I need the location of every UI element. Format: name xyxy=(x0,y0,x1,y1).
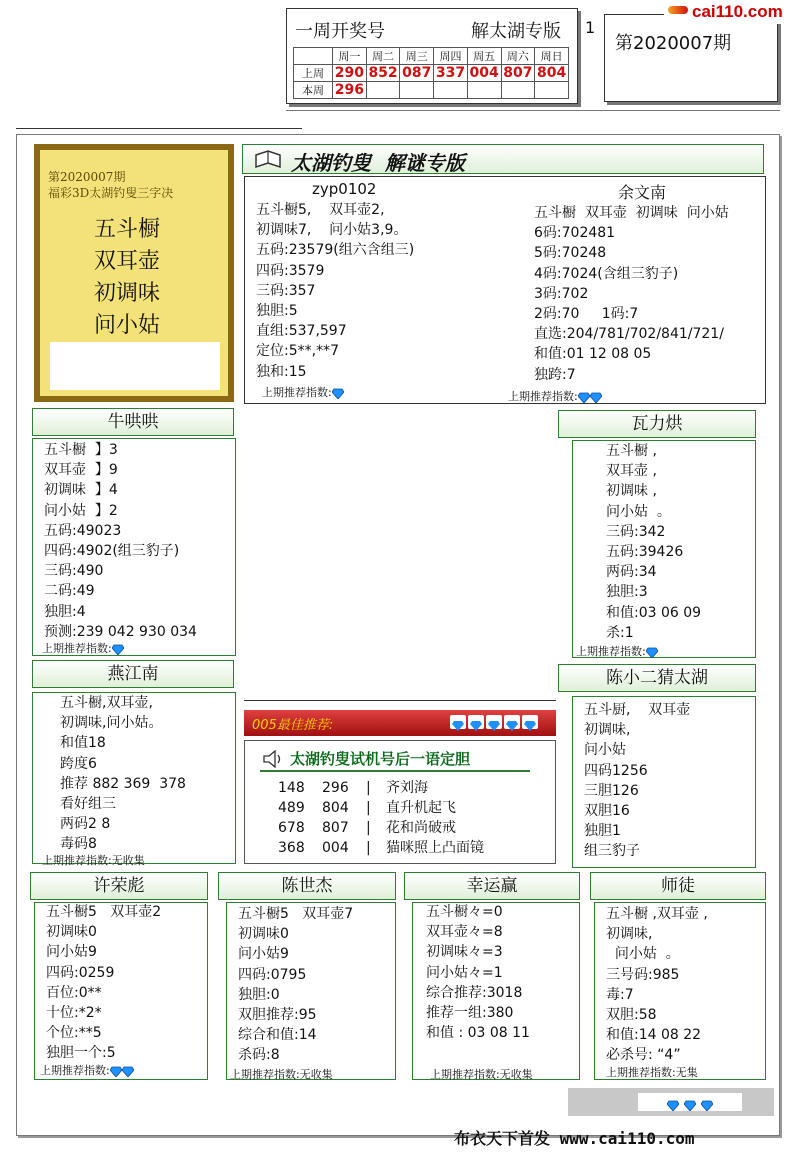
poem-issue: 第2020007期 xyxy=(48,170,126,184)
xu-lines xyxy=(46,902,161,1064)
trial-row: 148 296 | 齐刘海 xyxy=(278,780,428,796)
shi-line: 初调味, xyxy=(606,926,653,943)
diamond-icon xyxy=(112,642,124,655)
yan-line: 初调味,问小姑。 xyxy=(60,715,163,732)
this-week-empty xyxy=(366,82,400,99)
book-icon xyxy=(253,147,283,171)
poem-panel xyxy=(34,144,234,402)
yan-line: 五斗橱,双耳壶, xyxy=(60,695,153,711)
xing-line: 问小姑々=1 xyxy=(426,964,503,981)
zyp-line: 初调味7, 问小姑3,9。 xyxy=(256,222,408,239)
trial-row: 678 807 | 花和尚破戒 xyxy=(278,820,456,836)
this-week-empty xyxy=(467,82,501,99)
this-week-empty xyxy=(434,82,468,99)
shi-line: 毒:7 xyxy=(606,986,634,1003)
wa-line: 三码:342 xyxy=(606,523,666,540)
chen2-line: 五斗厨, 双耳壶 xyxy=(584,702,691,718)
xu-line: 个位:**5 xyxy=(46,1025,102,1042)
niu-lines xyxy=(44,440,197,642)
yan-line: 推荐 882 369 378 xyxy=(60,775,186,792)
zyp-lines xyxy=(256,200,414,382)
xing-line: 和值 : 03 08 11 xyxy=(426,1025,530,1042)
yan-line: 跨度6 xyxy=(60,755,97,772)
this-week-empty xyxy=(501,82,535,99)
wa-line: 五斗橱 , xyxy=(606,443,657,459)
yu-line: 五斗橱 双耳壶 初调味 问小姑 xyxy=(534,205,729,221)
yu-line: 5码:70248 xyxy=(534,245,607,262)
xu-line: 十位:*2* xyxy=(46,1005,102,1022)
yan-line: 看好组三 xyxy=(60,796,116,813)
edition-title: 解太湖专版 xyxy=(471,21,561,42)
day-label: 周六 xyxy=(501,48,535,65)
yan-header: 燕江南 xyxy=(32,660,234,688)
chen-line: 五斗橱5 双耳壶7 xyxy=(238,906,354,922)
chen-line: 初调味0 xyxy=(238,926,289,943)
niu-line: 三码:490 xyxy=(44,563,104,580)
zyp-line: 定位:5**,**7 xyxy=(256,343,339,360)
yu-line: 2码:70 1码:7 xyxy=(534,306,639,323)
xu-line: 独胆一个:5 xyxy=(46,1045,116,1062)
poem-line: 问小姑 xyxy=(94,313,161,338)
day-label: 周二 xyxy=(366,48,400,65)
zyp-line: 三码:357 xyxy=(256,282,316,299)
niu-line: 四码:4902(组三豹子) xyxy=(44,543,180,560)
diamond-icon xyxy=(578,390,602,403)
last-week-number: 807 xyxy=(501,65,535,82)
xing-line: 五斗橱々=0 xyxy=(426,904,503,920)
chen-line: 独胆:0 xyxy=(238,986,280,1003)
last-week-number: 852 xyxy=(366,65,400,82)
banner-title: 太湖钓叟 解谜专版 xyxy=(291,151,465,175)
best-recommend-bar xyxy=(244,710,556,736)
yu-name: 余文南 xyxy=(618,183,667,202)
xing-line: 双耳壶々=8 xyxy=(426,924,503,941)
niu-line: 初调味 】4 xyxy=(44,482,118,499)
xu-line: 四码:0259 xyxy=(46,964,115,981)
last-week-number: 087 xyxy=(400,65,434,82)
last-week-number: 804 xyxy=(535,65,569,82)
site-icon xyxy=(668,6,688,14)
niu-line: 问小姑 】2 xyxy=(44,502,118,519)
zyp-index-label: 上期推荐指数: xyxy=(262,386,332,399)
week-table xyxy=(293,47,569,99)
this-week-number: 296 xyxy=(333,82,367,99)
wa-line: 和值:03 06 09 xyxy=(606,604,702,621)
niu-line: 双耳壶 】9 xyxy=(44,462,118,479)
last-week-number: 004 xyxy=(467,65,501,82)
chen2-line: 组三豹子 xyxy=(584,843,640,860)
diamond-icon xyxy=(450,715,540,734)
yu-lines xyxy=(534,203,729,385)
yan-line: 毒码8 xyxy=(60,836,97,853)
trial-title: 太湖钓叟试机号后一语定胆 xyxy=(290,750,471,768)
zyp-line: 直组:537,597 xyxy=(256,323,347,340)
shi-index: 上期推荐指数:无集 xyxy=(606,1066,698,1079)
xu-index xyxy=(40,1062,134,1078)
chen-lines xyxy=(238,904,353,1066)
center-top-line xyxy=(244,700,556,701)
wa-index-label: 上期推荐指数: xyxy=(576,645,646,658)
day-label: 周三 xyxy=(400,48,434,65)
niu-index xyxy=(42,640,124,656)
yu-index xyxy=(508,388,602,404)
top-week-panel xyxy=(286,8,578,104)
yan-line: 和值18 xyxy=(60,735,106,752)
trial-underline xyxy=(260,770,530,772)
chen2-line: 初调味, xyxy=(584,722,631,739)
edition-number: 1 xyxy=(585,18,596,37)
chen-line: 四码:0795 xyxy=(238,966,307,983)
shi-line: 双胆:58 xyxy=(606,1007,657,1024)
chen2-line: 双胆16 xyxy=(584,803,630,820)
shi-line: 必杀号: “4” xyxy=(606,1047,681,1064)
best-recommend-label: 005最佳推荐: xyxy=(252,718,334,733)
niu-line: 五码:49023 xyxy=(44,522,122,539)
divider xyxy=(286,110,780,111)
diamond-icon xyxy=(110,1064,134,1077)
diamond-icon xyxy=(332,386,344,399)
chen-line: 综合和值:14 xyxy=(238,1027,317,1044)
issue-panel xyxy=(604,14,778,102)
wa-lines xyxy=(606,441,701,643)
issue-number: 第2020007期 xyxy=(615,33,732,54)
diamond-icon xyxy=(646,645,658,658)
chen2-line: 四码1256 xyxy=(584,762,648,779)
week-title: 一周开奖号 xyxy=(295,21,385,42)
wa-line: 初调味 , xyxy=(606,483,657,500)
poem-subtitle: 福彩3D太湖钓叟三字决 xyxy=(48,186,174,200)
xu-index-label: 上期推荐指数: xyxy=(40,1064,110,1077)
zyp-line: 四码:3579 xyxy=(256,262,325,279)
wa-line: 杀:1 xyxy=(606,624,634,641)
shi-line: 和值:14 08 22 xyxy=(606,1027,702,1044)
yu-line: 4码:7024(含组三豹子) xyxy=(534,265,679,282)
trial-rows xyxy=(278,778,484,858)
xu-line: 初调味0 xyxy=(46,924,97,941)
day-label: 周一 xyxy=(333,48,367,65)
shi-lines xyxy=(606,904,708,1066)
niu-index-label: 上期推荐指数: xyxy=(42,642,112,655)
last-week-number: 337 xyxy=(434,65,468,82)
zyp-index xyxy=(262,384,344,400)
chen2-line: 三胆126 xyxy=(584,782,639,799)
zyp-name: zyp0102 xyxy=(312,180,377,198)
trial-row: 368 004 | 猫咪照上凸面镜 xyxy=(278,840,484,856)
shi-line: 问小姑 。 xyxy=(606,946,680,963)
day-label: 周四 xyxy=(434,48,468,65)
wa-line: 两码:34 xyxy=(606,564,657,581)
zyp-line: 五斗橱5, 双耳壶2, xyxy=(256,202,385,218)
chen2-line: 独胆1 xyxy=(584,823,621,840)
speaker-icon xyxy=(262,750,284,768)
poem-blank-box xyxy=(50,342,220,390)
chen-line: 问小姑9 xyxy=(238,946,289,963)
xing-index: 上期推荐指数:无收集 xyxy=(430,1068,533,1081)
day-label: 周日 xyxy=(535,48,569,65)
niu-line: 独胆:4 xyxy=(44,603,86,620)
this-week-empty xyxy=(400,82,434,99)
footer-slogan: 布衣天下首发 www.cai110.com xyxy=(454,1129,695,1148)
yu-line: 3码:702 xyxy=(534,285,589,302)
poem-line: 五斗橱 xyxy=(94,217,161,242)
xing-line: 综合推荐:3018 xyxy=(426,984,523,1001)
wa-line: 双耳壶 , xyxy=(606,463,657,480)
title-banner xyxy=(242,144,764,174)
site-logo xyxy=(664,0,800,24)
zyp-line: 独胆:5 xyxy=(256,303,298,320)
poem-line: 双耳壶 xyxy=(94,249,161,274)
xing-line: 初调味々=3 xyxy=(426,944,503,961)
shi-line: 五斗橱 ,双耳壶 , xyxy=(606,906,708,922)
divider xyxy=(16,128,302,129)
last-week-number: 290 xyxy=(333,65,367,82)
niu-line: 五斗橱 】3 xyxy=(44,442,118,458)
niu-line: 二码:49 xyxy=(44,583,95,600)
yu-line: 和值:01 12 08 05 xyxy=(534,346,652,363)
xing-header: 幸运赢 xyxy=(404,872,580,900)
xing-lines xyxy=(426,902,530,1043)
diamond-icon xyxy=(638,1093,742,1111)
day-label: 周五 xyxy=(467,48,501,65)
wa-header: 瓦力烘 xyxy=(558,410,756,438)
chen-line: 双胆推荐:95 xyxy=(238,1007,317,1024)
niu-header: 牛哄哄 xyxy=(32,408,234,436)
last-week-label: 上周 xyxy=(294,65,333,82)
chen-header: 陈世杰 xyxy=(218,872,396,900)
shi-header: 师徒 xyxy=(590,872,766,900)
xu-line: 五斗橱5 双耳壶2 xyxy=(46,904,162,920)
chen-index: 上期推荐指数:无收集 xyxy=(230,1068,333,1081)
xu-header: 许荣彪 xyxy=(30,872,208,900)
this-week-label: 本周 xyxy=(294,82,333,99)
bottom-diamond-bar xyxy=(568,1088,774,1116)
yu-line: 6码:702481 xyxy=(534,225,616,242)
chen2-line: 问小姑 xyxy=(584,742,626,759)
wa-line: 独胆:3 xyxy=(606,584,648,601)
shi-line: 三号码:985 xyxy=(606,966,680,983)
xing-line: 推荐一组:380 xyxy=(426,1005,514,1022)
yan-index: 上期推荐指数:无收集 xyxy=(42,854,145,867)
wa-index xyxy=(576,643,658,659)
yan-line: 两码2 8 xyxy=(60,816,111,833)
wa-line: 问小姑 。 xyxy=(606,503,671,520)
yu-index-label: 上期推荐指数: xyxy=(508,390,578,403)
xu-line: 百位:0** xyxy=(46,984,102,1001)
trial-row: 489 804 | 直升机起飞 xyxy=(278,800,456,816)
poem-line: 初调味 xyxy=(94,281,161,306)
zyp-line: 五码:23579(组六含组三) xyxy=(256,242,415,259)
chen-line: 杀码:8 xyxy=(238,1047,280,1064)
site-name: cai110.com xyxy=(692,2,783,21)
yu-line: 独跨:7 xyxy=(534,366,576,383)
yan-lines xyxy=(60,693,186,855)
yu-line: 直选:204/781/702/841/721/ xyxy=(534,326,724,343)
wa-line: 五码:39426 xyxy=(606,544,684,561)
chen2-header: 陈小二猜太湖 xyxy=(558,664,756,692)
zyp-line: 独和:15 xyxy=(256,363,307,380)
chen2-lines xyxy=(584,700,690,862)
xu-line: 问小姑9 xyxy=(46,944,97,961)
niu-line: 预测:239 042 930 034 xyxy=(44,623,197,640)
this-week-empty xyxy=(535,82,569,99)
